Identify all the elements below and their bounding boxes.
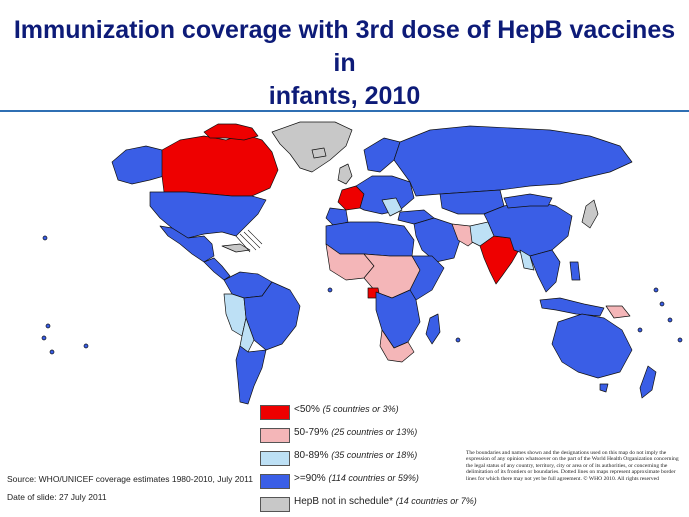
legend-label: >=90% (114 countries or 59%): [294, 473, 419, 484]
legend-item-80-89: [258, 450, 488, 466]
legend-item-50-79: [258, 427, 488, 443]
region-japan: [582, 200, 598, 228]
region-scandinavia: [364, 138, 400, 172]
region-philippines: [570, 262, 580, 280]
island-dot: [678, 338, 682, 342]
island-dot: [654, 288, 658, 292]
island-dot: [46, 324, 50, 328]
region-greenland: [272, 122, 352, 172]
legend-item-not-in-schedule: [258, 496, 488, 512]
legend-item-ge90: [258, 473, 488, 489]
region-new-zealand: [640, 366, 656, 398]
region-cuba: [222, 244, 250, 252]
region-peru: [224, 294, 246, 336]
legend-swatch-not-in-schedule: [260, 497, 290, 512]
legend-item-lt50: [258, 404, 488, 420]
source-note: Source: WHO/UNICEF coverage estimates 1980-2010, July 2011: [7, 474, 253, 484]
region-indonesia: [540, 298, 604, 316]
island-dot: [456, 338, 460, 342]
legend-label: 80-89% (35 countries or 18%): [294, 450, 418, 461]
region-tasmania: [600, 384, 608, 392]
region-iceland: [312, 148, 326, 158]
map-title: [0, 14, 689, 113]
island-dot: [328, 288, 332, 292]
legend-swatch-lt50: [260, 405, 290, 420]
island-dot: [638, 328, 642, 332]
map-title-line1: Immunization coverage with 3rd dose of HepB vaccines in: [13, 16, 676, 77]
island-dot: [84, 344, 88, 348]
region-uk: [338, 164, 352, 184]
region-central-america: [204, 258, 230, 280]
region-russia: [394, 126, 632, 196]
region-mongolia: [504, 194, 552, 208]
island-dot: [43, 236, 47, 240]
region-madagascar: [426, 314, 440, 344]
region-canada: [162, 134, 278, 196]
world-map: [0, 112, 689, 412]
region-central-europe: [356, 176, 414, 214]
region-argentina: [236, 346, 266, 404]
island-dot: [660, 302, 664, 306]
legend-swatch-80-89: [260, 451, 290, 466]
slide-date: Date of slide: 27 July 2011: [7, 492, 107, 502]
region-canada-arctic: [204, 124, 258, 140]
region-southeast-asia: [530, 250, 560, 292]
island-dot: [668, 318, 672, 322]
disclaimer: The boundaries and names shown and the designations used on this map do not imply the expression of any opinion whatsoever on the part of the World Health Organization concerning the legal status of any country, territory, city or area or of its authorities, or concerning the delimitation of its frontiers or boundaries. Dotted lines on maps represent approximate border lines for which there may not yet be full agreement. © WHO 2010. All rights reserved: [466, 450, 679, 482]
region-alaska: [112, 146, 164, 184]
legend-label: 50-79% (25 countries or 13%): [294, 427, 418, 438]
legend-label: <50% (5 countries or 3%): [294, 404, 399, 415]
region-north-africa: [326, 222, 414, 256]
region-papua: [606, 306, 630, 318]
legend-swatch-50-79: [260, 428, 290, 443]
map-title-line2: infants, 2010: [268, 82, 421, 110]
island-dot: [50, 350, 54, 354]
legend-label: HepB not in schedule* (14 countries or 7%): [294, 496, 477, 507]
region-australia: [552, 314, 632, 378]
legend-swatch-ge90: [260, 474, 290, 489]
island-dot: [42, 336, 46, 340]
